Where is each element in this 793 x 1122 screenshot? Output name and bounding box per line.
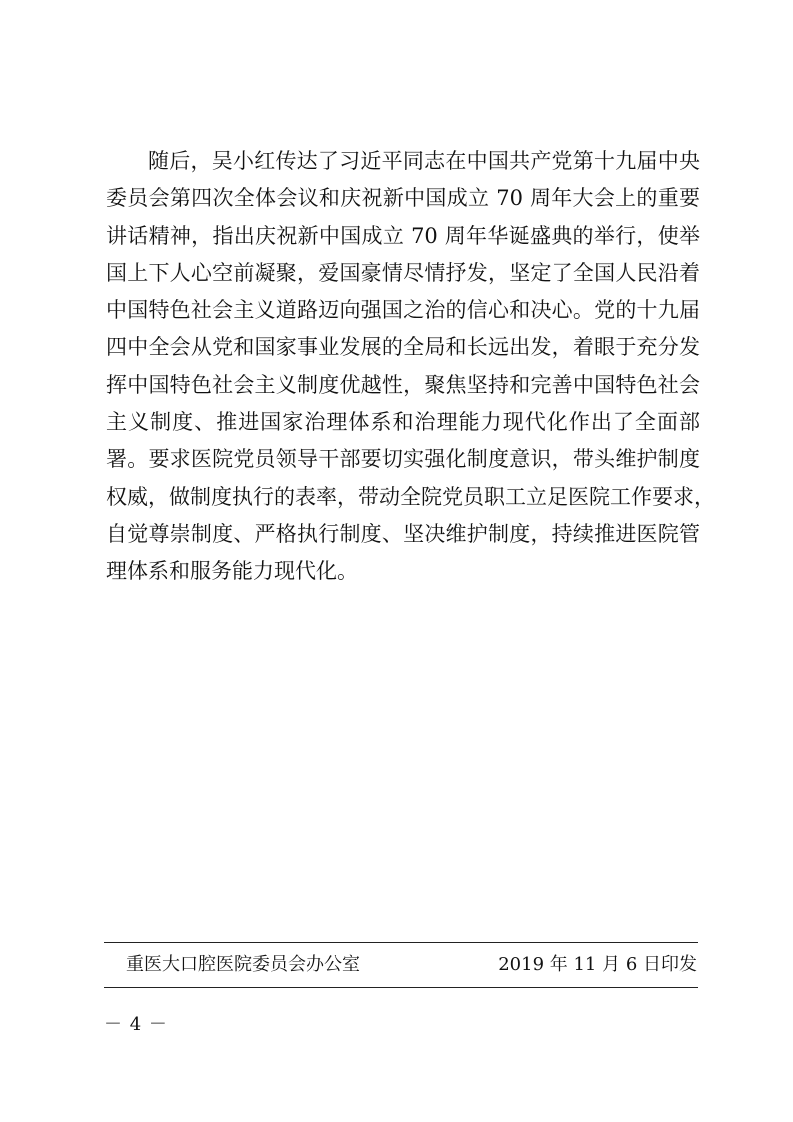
paragraph-line: 随后，吴小红传达了习近平同志在中国共产党第十九届中央	[148, 149, 700, 173]
paragraph-line: 中国特色社会主义道路迈向强国之治的信心和决心。党的十九届	[106, 298, 700, 323]
paragraph-line: 国上下人心空前凝聚，爱国豪情尽情抒发，坚定了全国人民沿着	[106, 260, 700, 285]
footer-top-rule	[104, 942, 698, 943]
issuer-name: 重医大口腔医院委员会办公室	[126, 954, 360, 975]
body-paragraph	[106, 143, 715, 591]
issue-date: 2019 年 11 月 6 日印发	[498, 954, 697, 975]
paragraph-line: 主义制度、推进国家治理体系和治理能力现代化作出了全面部	[106, 410, 700, 435]
paragraph-line: 自觉尊崇制度、严格执行制度、坚决维护制度，持续推进医院管	[106, 521, 700, 546]
paragraph-line: 委员会第四次全体会议和庆祝新中国成立 70 周年大会上的重要	[106, 186, 700, 211]
page-number: － 4 －	[104, 1014, 168, 1035]
paragraph-line: 署。要求医院党员领导干部要切实强化制度意识，带头维护制度	[106, 447, 700, 472]
paragraph-line: 四中全会从党和国家事业发展的全局和长远出发，着眼于充分发	[106, 335, 700, 360]
paragraph-line: 权威，做制度执行的表率，带动全院党员职工立足医院工作要求，	[106, 484, 715, 509]
paragraph-line: 讲话精神，指出庆祝新中国成立 70 周年华诞盛典的举行，使举	[106, 223, 700, 248]
paragraph-line: 理体系和服务能力现代化。	[106, 559, 358, 584]
paragraph-line: 挥中国特色社会主义制度优越性，聚焦坚持和完善中国特色社会	[106, 372, 700, 397]
footer-bottom-rule	[104, 987, 698, 988]
